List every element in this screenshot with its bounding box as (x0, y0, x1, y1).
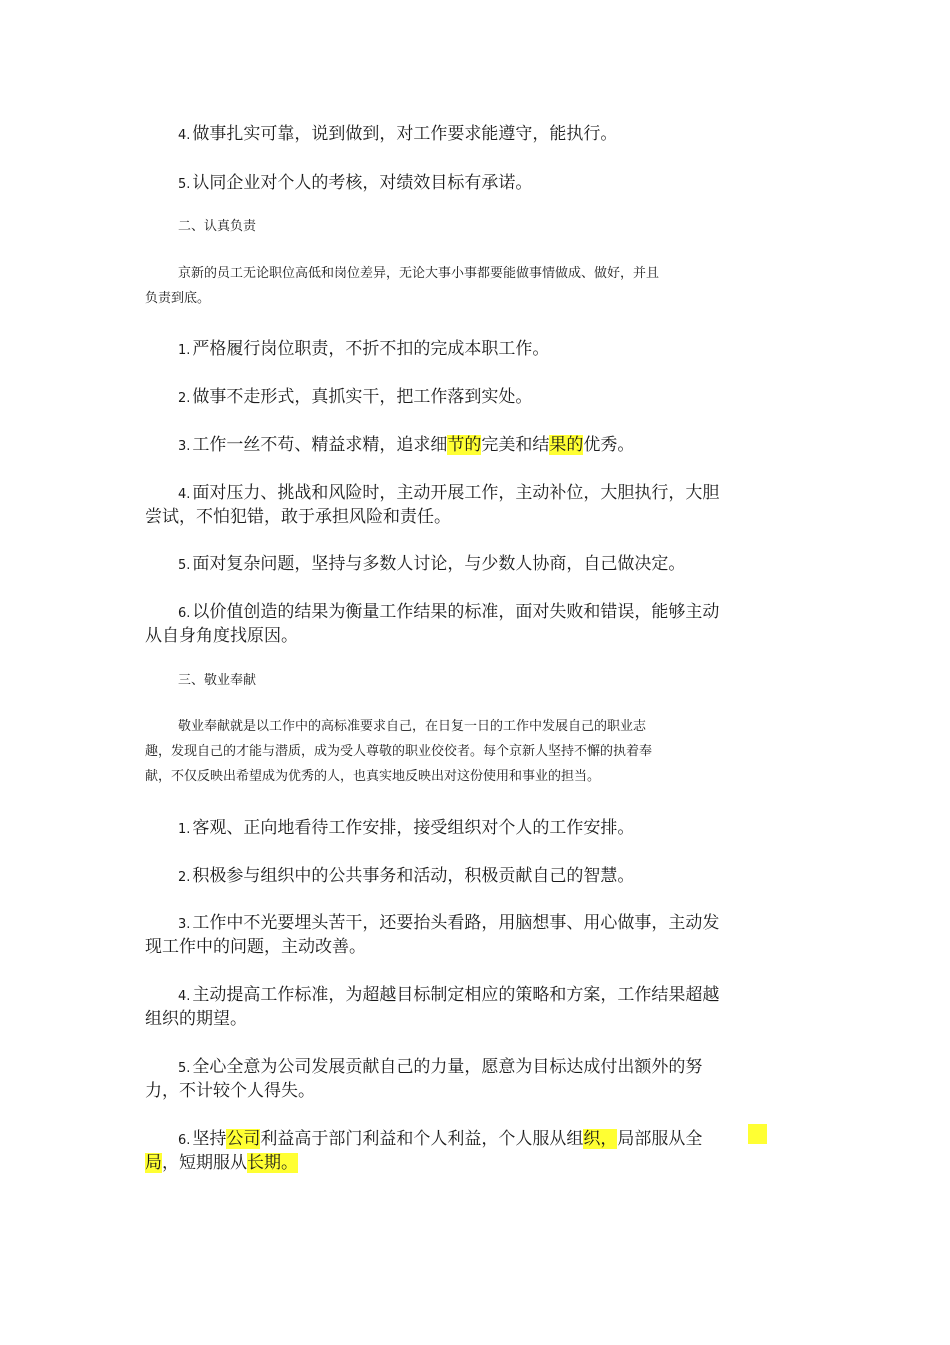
item-text: 全心全意为公司发展贡献自己的力量，愿意为目标达成付出额外的努 (192, 1057, 703, 1077)
list-item-continuation: 尝试，不怕犯错，敢于承担风险和责任。 (145, 507, 451, 527)
list-item-continuation (145, 1148, 298, 1173)
paragraph-line: 敬业奉献就是以工作中的高标准要求自己，在日复一日的工作中发展自己的职业志 (178, 719, 647, 734)
item-text: 坚持 (192, 1129, 227, 1149)
item-number: 4. (178, 487, 191, 502)
list-item (178, 430, 634, 455)
list-item (178, 168, 532, 193)
list-item (178, 119, 617, 144)
item-text: 以价值创造的结果为衡量工作结果的标准，面对失败和错误，能够主动 (192, 602, 720, 622)
item-number: 6. (178, 606, 191, 621)
item-text: 工作一丝不苟、精益求精，追求细 (192, 435, 448, 455)
item-text: 利益高于部门利益和个人利益，个人服从组 (260, 1129, 584, 1149)
section-heading: 二、认真负责 (178, 219, 257, 234)
item-text: 做事不走形式，真抓实干，把工作落到实处。 (192, 387, 533, 407)
list-item (178, 1052, 702, 1077)
item-number: 3. (178, 439, 191, 454)
item-text: 积极参与组织中的公共事务和活动，积极贡献自己的智慧。 (192, 866, 635, 886)
item-text: ，短期服从 (162, 1153, 247, 1173)
list-item (178, 597, 719, 622)
item-number: 3. (178, 917, 191, 932)
item-number: 5. (178, 177, 191, 192)
item-text: 面对复杂问题，坚持与多数人讨论，与少数人协商，自己做决定。 (192, 554, 686, 574)
highlight-mark (748, 1124, 767, 1144)
item-text: 完美和结 (481, 435, 550, 455)
highlighted-text: 公司 (226, 1129, 261, 1149)
highlighted-text: 织， (583, 1129, 618, 1149)
list-item (178, 908, 719, 933)
item-number: 4. (178, 128, 191, 143)
paragraph-line: 趣，发现自己的才能与潜质，成为受人尊敬的职业佼佼者。每个京新人坚持不懈的执着奉 (145, 744, 653, 759)
list-item (178, 813, 634, 838)
item-number: 2. (178, 870, 191, 885)
item-number: 1. (178, 822, 191, 837)
item-number: 5. (178, 558, 191, 573)
list-item-continuation: 从自身角度找原因。 (145, 626, 298, 646)
list-item-continuation: 现工作中的问题，主动改善。 (145, 937, 366, 957)
list-item (178, 861, 634, 886)
item-text: 优秀。 (583, 435, 635, 455)
list-item (178, 549, 685, 574)
item-text: 认同企业对个人的考核，对绩效目标有承诺。 (192, 173, 533, 193)
item-text: 面对压力、挑战和风险时，主动开展工作，主动补位，大胆执行，大胆 (192, 483, 720, 503)
item-text: 严格履行岗位职责，不折不扣的完成本职工作。 (192, 339, 550, 359)
highlighted-text: 节的 (447, 435, 482, 455)
list-item (178, 980, 719, 1005)
section-heading: 三、敬业奉献 (178, 673, 257, 688)
paragraph-line: 京新的员工无论职位高低和岗位差异，无论大事小事都要能做事情做成、做好，并且 (178, 266, 660, 281)
item-text: 工作中不光要埋头苦干，还要抬头看路，用脑想事、用心做事，主动发 (192, 913, 720, 933)
item-text: 主动提高工作标准，为超越目标制定相应的策略和方案，工作结果超越 (192, 985, 720, 1005)
list-item-continuation: 组织的期望。 (145, 1009, 247, 1029)
item-number: 1. (178, 343, 191, 358)
list-item (178, 478, 719, 503)
list-item (178, 382, 532, 407)
item-number: 5. (178, 1061, 191, 1076)
list-item (178, 1124, 702, 1149)
highlighted-text: 长期。 (247, 1153, 298, 1173)
list-item-continuation: 力，不计较个人得失。 (145, 1081, 315, 1101)
item-text: 做事扎实可靠，说到做到，对工作要求能遵守，能执行。 (192, 124, 618, 144)
highlighted-text: 局 (145, 1153, 162, 1173)
item-text: 局部服从全 (617, 1129, 703, 1149)
paragraph-line: 负责到底。 (145, 291, 211, 306)
item-number: 2. (178, 391, 191, 406)
paragraph-line: 献，不仅反映出希望成为优秀的人，也真实地反映出对这份使用和事业的担当。 (145, 769, 601, 784)
item-number: 4. (178, 989, 191, 1004)
list-item (178, 334, 549, 359)
item-text: 客观、正向地看待工作安排，接受组织对个人的工作安排。 (192, 818, 635, 838)
highlighted-text: 果的 (549, 435, 584, 455)
item-number: 6. (178, 1133, 191, 1148)
